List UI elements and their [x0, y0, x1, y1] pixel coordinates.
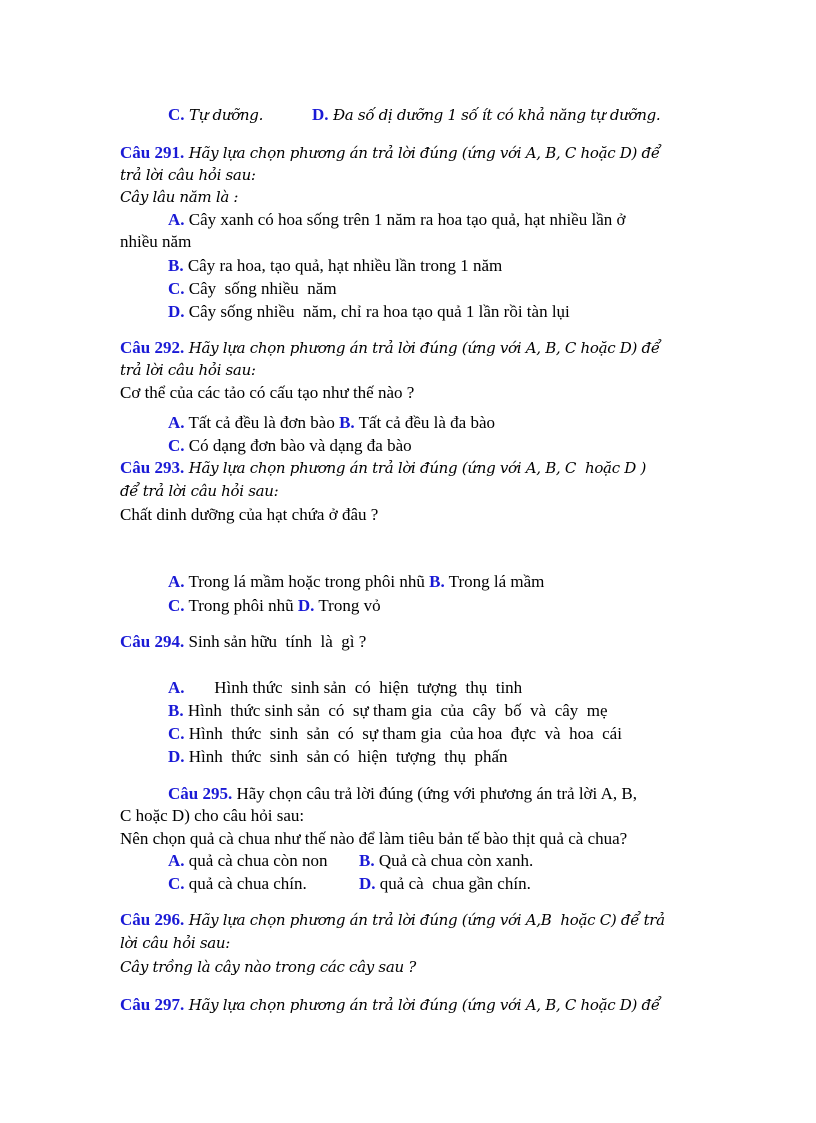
text-segment: [120, 232, 191, 251]
text-line: [168, 255, 502, 277]
label: Câu 297.: [120, 995, 185, 1014]
option-or-question: [168, 436, 412, 455]
option-or-question: [168, 724, 622, 743]
text: Hãy lựa chọn phương án trả lời đúng (ứng với A, B, C hoặc D) để: [184, 339, 660, 357]
label: C.: [168, 596, 185, 615]
option-or-question: [168, 747, 508, 766]
text: Cây trồng là cây nào trong các cây sau ?: [120, 958, 417, 976]
text: Hãy lựa chọn phương án trả lời đúng (ứng với A, B, C hoặc D ): [184, 459, 647, 477]
text-line: [168, 301, 570, 323]
option-or-question: [168, 784, 637, 803]
text: Sinh sản hữu tính là gì ?: [184, 632, 367, 651]
option-or-question: [168, 210, 625, 229]
text-line: [168, 873, 531, 895]
text: Hãy chọn câu trả lời đúng (ứng với phương án trả lời A, B,: [232, 784, 637, 803]
text: Cây xanh có hoa sống trên 1 năm ra hoa tạo quả, hạt nhiều lần ở: [184, 210, 626, 229]
text-line: [168, 571, 544, 593]
text: Trong vỏ: [314, 596, 381, 615]
text: Trong lá mầm: [444, 572, 545, 591]
text: Đa số dị dưỡng 1 số ít có khả năng tự dưỡng.: [328, 106, 661, 124]
text: Cây ra hoa, tạo quả, hạt nhiều lần trong 1 năm: [183, 256, 503, 275]
text: Có dạng đơn bào và dạng đa bào: [184, 436, 412, 455]
option-or-question: [168, 572, 429, 591]
text: Hãy lựa chọn phương án trả lời đúng (ứng với A, B, C hoặc D) để: [184, 996, 660, 1014]
option-or-question: [168, 279, 337, 298]
label: D.: [312, 105, 329, 124]
text-line: [168, 412, 495, 434]
option-or-question: [168, 851, 328, 870]
text-line: [168, 278, 337, 300]
label: A.: [168, 851, 185, 870]
text: Hình thức sinh sản có hiện tượng thụ phấn: [184, 747, 508, 766]
label: C.: [168, 874, 185, 893]
text-line: [168, 209, 625, 231]
text-line: [120, 932, 230, 954]
option-or-question: [359, 873, 531, 895]
label: C.: [168, 279, 185, 298]
text: Cây lâu năm là :: [120, 188, 239, 206]
text-segment: [120, 383, 414, 402]
option-or-question: [120, 143, 660, 162]
text: Tất cả đều là đơn bào: [184, 413, 340, 432]
text-line: [120, 231, 191, 253]
text-line: [168, 783, 637, 805]
text: Cây sống nhiều năm, chỉ ra hoa tạo quả 1 lần rồi tàn lụi: [184, 302, 570, 321]
text-line: [120, 994, 660, 1016]
text-line: [120, 382, 414, 404]
text-line: [120, 164, 256, 186]
text: quả cà chua chín.: [184, 874, 307, 893]
label: B.: [359, 851, 375, 870]
label: Câu 296.: [120, 910, 185, 929]
text: Trong phôi nhũ: [184, 596, 298, 615]
text: C hoặc D) cho câu hỏi sau:: [120, 806, 305, 825]
option-or-question: [168, 596, 298, 615]
label: A.: [168, 413, 185, 432]
option-or-question: [298, 596, 381, 615]
text-segment: [120, 360, 256, 379]
label: C.: [168, 105, 185, 124]
text-segment: [120, 957, 416, 976]
text-line: [120, 909, 665, 931]
text-line: [168, 677, 522, 699]
text-segment: [120, 806, 304, 825]
text-line: [168, 850, 534, 872]
option-or-question: [168, 678, 522, 697]
option-or-question: [312, 104, 660, 126]
label: A.: [168, 572, 185, 591]
label: C.: [168, 724, 185, 743]
text-line: [120, 631, 366, 653]
label: Câu 294.: [120, 632, 185, 651]
label: D.: [297, 596, 315, 615]
text: Hãy lựa chọn phương án trả lời đúng (ứng với A, B, C hoặc D) để: [184, 144, 660, 162]
label: Câu 292.: [120, 338, 185, 357]
text-segment: [120, 505, 378, 524]
text-segment: [120, 187, 238, 206]
text-line: [120, 142, 660, 164]
text-line: [168, 435, 412, 457]
option-or-question: [120, 338, 660, 357]
text-line: [120, 359, 256, 381]
text-segment: [120, 829, 627, 848]
label: Câu 293.: [120, 458, 185, 477]
label: Câu 291.: [120, 143, 185, 162]
text-line: [168, 700, 608, 722]
label: B.: [168, 701, 184, 720]
text: Hình thức sinh sản có sự tham gia của hoa đực và hoa cái: [184, 724, 622, 743]
text: Trong lá mầm hoặc trong phôi nhũ: [184, 572, 430, 591]
label: D.: [168, 747, 185, 766]
label: D.: [359, 874, 376, 893]
text: trả lời câu hỏi sau:: [120, 361, 256, 379]
option-or-question: [120, 632, 366, 651]
text-line: [168, 723, 622, 745]
option-or-question: [120, 995, 660, 1014]
option-or-question: [168, 302, 570, 321]
option-or-question: [168, 105, 263, 124]
text: nhiều năm: [120, 232, 192, 251]
label: B.: [429, 572, 445, 591]
label: B.: [339, 413, 355, 432]
label: Câu 295.: [168, 784, 233, 803]
text-segment: [120, 165, 256, 184]
option-or-question: [168, 256, 502, 275]
text-line: [168, 104, 661, 126]
option-or-question: [168, 874, 307, 893]
text-line: [120, 805, 304, 827]
text: Nên chọn quả cà chua như thế nào để làm tiêu bản tế bào thịt quả cà chua?: [120, 829, 628, 848]
text-line: [168, 595, 381, 617]
text: để trả lời câu hỏi sau:: [120, 482, 279, 500]
option-or-question: [429, 572, 544, 591]
text-line: [120, 186, 238, 208]
text-line: [120, 956, 416, 978]
text-segment: [120, 481, 278, 500]
text: trả lời câu hỏi sau:: [120, 166, 256, 184]
text: Quả cà chua còn xanh.: [374, 851, 534, 870]
text: quả cà chua gần chín.: [375, 874, 531, 893]
label: B.: [168, 256, 184, 275]
label: A.: [168, 210, 185, 229]
option-or-question: [120, 910, 665, 929]
text: Cây sống nhiều năm: [184, 279, 337, 298]
text-line: [120, 828, 627, 850]
text: Hình thức sinh sản có hiện tượng thụ tinh: [184, 678, 523, 697]
text: Hãy lựa chọn phương án trả lời đúng (ứng với A,B hoặc C) để trả: [184, 911, 665, 929]
text-segment: [120, 933, 230, 952]
text: Cơ thể của các tảo có cấu tạo như thế nào ?: [120, 383, 415, 402]
text-line: [120, 457, 646, 479]
text: lời câu hỏi sau:: [120, 934, 230, 952]
text: Tất cả đều là đa bào: [354, 413, 496, 432]
option-or-question: [168, 701, 608, 720]
label: D.: [168, 302, 185, 321]
text-line: [120, 504, 378, 526]
text-line: [120, 337, 660, 359]
text: Chất dinh dưỡng của hạt chứa ở đâu ?: [120, 505, 379, 524]
text-line: [168, 746, 508, 768]
text: Tự dưỡng.: [184, 106, 264, 124]
option-or-question: [359, 850, 533, 872]
option-or-question: [120, 458, 646, 477]
label: A.: [168, 678, 185, 697]
option-or-question: [168, 413, 339, 432]
text-line: [120, 480, 278, 502]
text: quả cà chua còn non: [184, 851, 328, 870]
label: C.: [168, 436, 185, 455]
text: Hình thức sinh sản có sự tham gia của cây bố và cây mẹ: [183, 701, 608, 720]
option-or-question: [339, 413, 495, 432]
